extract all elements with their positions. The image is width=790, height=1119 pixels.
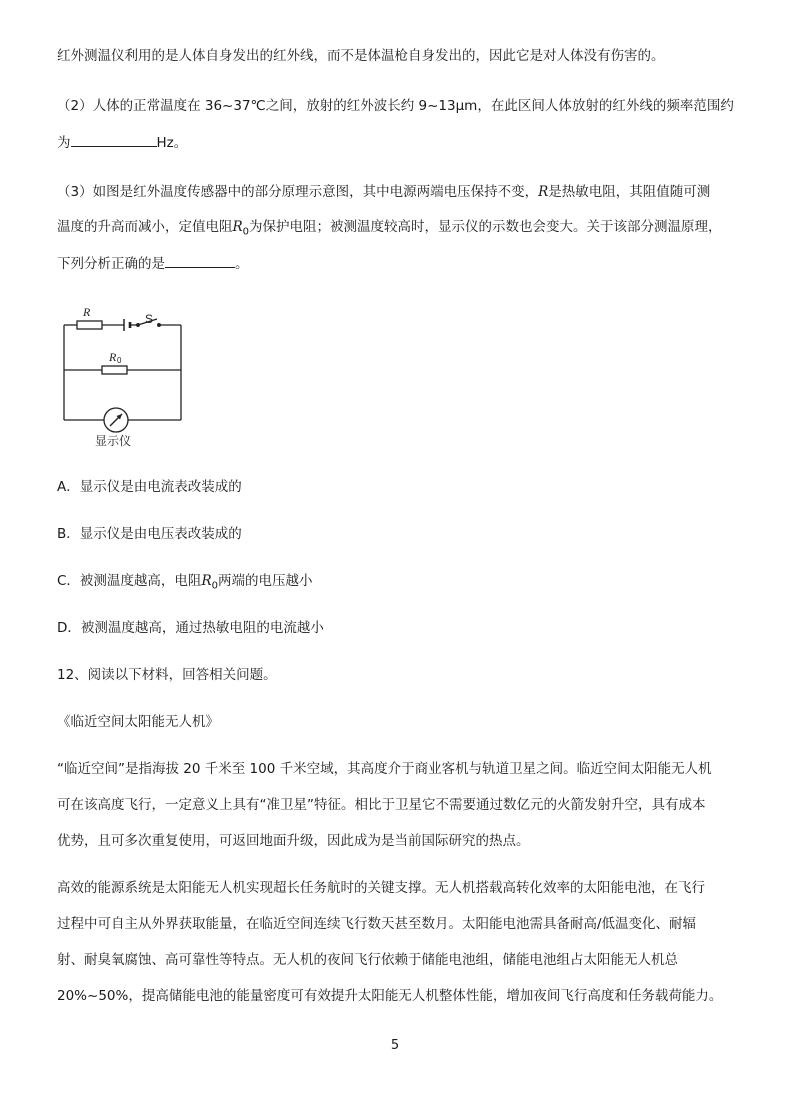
circuit-diagram [55, 298, 195, 450]
paragraph-line: 过程中可自主从外界获取能量，在临近空间连续飞行数天甚至数月。太阳能电池需具备耐高/低温变化、耐辐 [57, 916, 697, 932]
paragraph-line: 20%~50%，提高储能电池的能量密度可有效提升太阳能无人机整体性能，增加夜间飞行高度和任务载荷能力。 [57, 988, 723, 1004]
option-b: B．显示仪是由电压表改装成的 [57, 526, 242, 542]
text-fragment: 温度的升高而减小，定值电阻 [57, 219, 233, 235]
question-2-text: （2）人体的正常温度在 36~37℃之间，放射的红外波长约 9~13μm，在此区间人体放射的红外线的频率范围约 [57, 98, 734, 114]
paragraph-line: 优势，且可多次重复使用，可返回地面升级，因此成为是当前国际研究的热点。 [57, 833, 530, 849]
answer-blank[interactable] [71, 132, 157, 147]
r0-label: R [109, 350, 117, 364]
subscript: 0 [211, 580, 218, 592]
subscript: 0 [242, 226, 250, 238]
question-3-text [57, 253, 249, 274]
paragraph-line: 射、耐臭氧腐蚀、高可靠性等特点。无人机的夜间飞行依赖于储能电池组，储能电池组占太阳能无人机总 [57, 952, 678, 968]
s-label: S [145, 312, 154, 326]
question-3-text [57, 182, 710, 202]
meter-label: 显示仪 [95, 434, 132, 448]
option-c [57, 571, 312, 597]
text-fragment: （3）如图是红外温度传感器中的部分原理示意图，其中电源两端电压保持不变， [57, 184, 539, 200]
variable-r0: R [232, 219, 243, 235]
question-3-text [57, 217, 722, 243]
text-fragment: Hz。 [156, 135, 188, 151]
text-fragment: 下列分析正确的是 [57, 256, 165, 272]
paragraph-line: “临近空间”是指海拔 20 千米至 100 千米空域，其高度介于商业客机与轨道卫星之间。临近空间太阳能无人机 [57, 761, 712, 777]
text-fragment: 两端的电压越小 [217, 573, 313, 589]
text-fragment: 为保护电阻；被测温度较高时，显示仪的示数也会变大。关于该部分测温原理， [249, 219, 722, 235]
question-12-heading: 12、阅读以下材料，回答相关问题。 [57, 667, 277, 683]
paragraph-line: 高效的能源系统是太阳能无人机实现超长任务航时的关键支撑。无人机搭载高转化效率的太阳能电池，在飞行 [57, 880, 705, 896]
r0-subscript: 0 [117, 356, 122, 365]
question-2-answer-line [57, 132, 187, 153]
variable-r: R [538, 184, 549, 200]
option-d: D．被测温度越高，通过热敏电阻的电流越小 [57, 620, 324, 636]
protective-resistor [102, 366, 127, 374]
r-label: R [83, 305, 91, 319]
text-line: 红外测温仪利用的是人体自身发出的红外线，而不是体温枪自身发出的，因此它是对人体没有伤害的。 [57, 48, 665, 64]
answer-blank[interactable] [165, 253, 235, 268]
paragraph-line: 可在该高度飞行，一定意义上具有“准卫星”特征。相比于卫星它不需要通过数亿元的火箭发射升空，具有成本 [57, 797, 706, 813]
page-number: 5 [390, 1038, 400, 1053]
article-title: 《临近空间太阳能无人机》 [57, 714, 219, 730]
text-fragment: 是热敏电阻，其阻值随可测 [548, 184, 711, 200]
thermistor-resistor [77, 321, 102, 329]
option-a: A．显示仪是由电流表改装成的 [57, 479, 242, 495]
variable-r0: R [201, 573, 212, 589]
text-fragment: C．被测温度越高，电阻 [57, 573, 202, 589]
text-fragment: 。 [235, 256, 249, 272]
text-fragment: 为 [57, 135, 71, 151]
